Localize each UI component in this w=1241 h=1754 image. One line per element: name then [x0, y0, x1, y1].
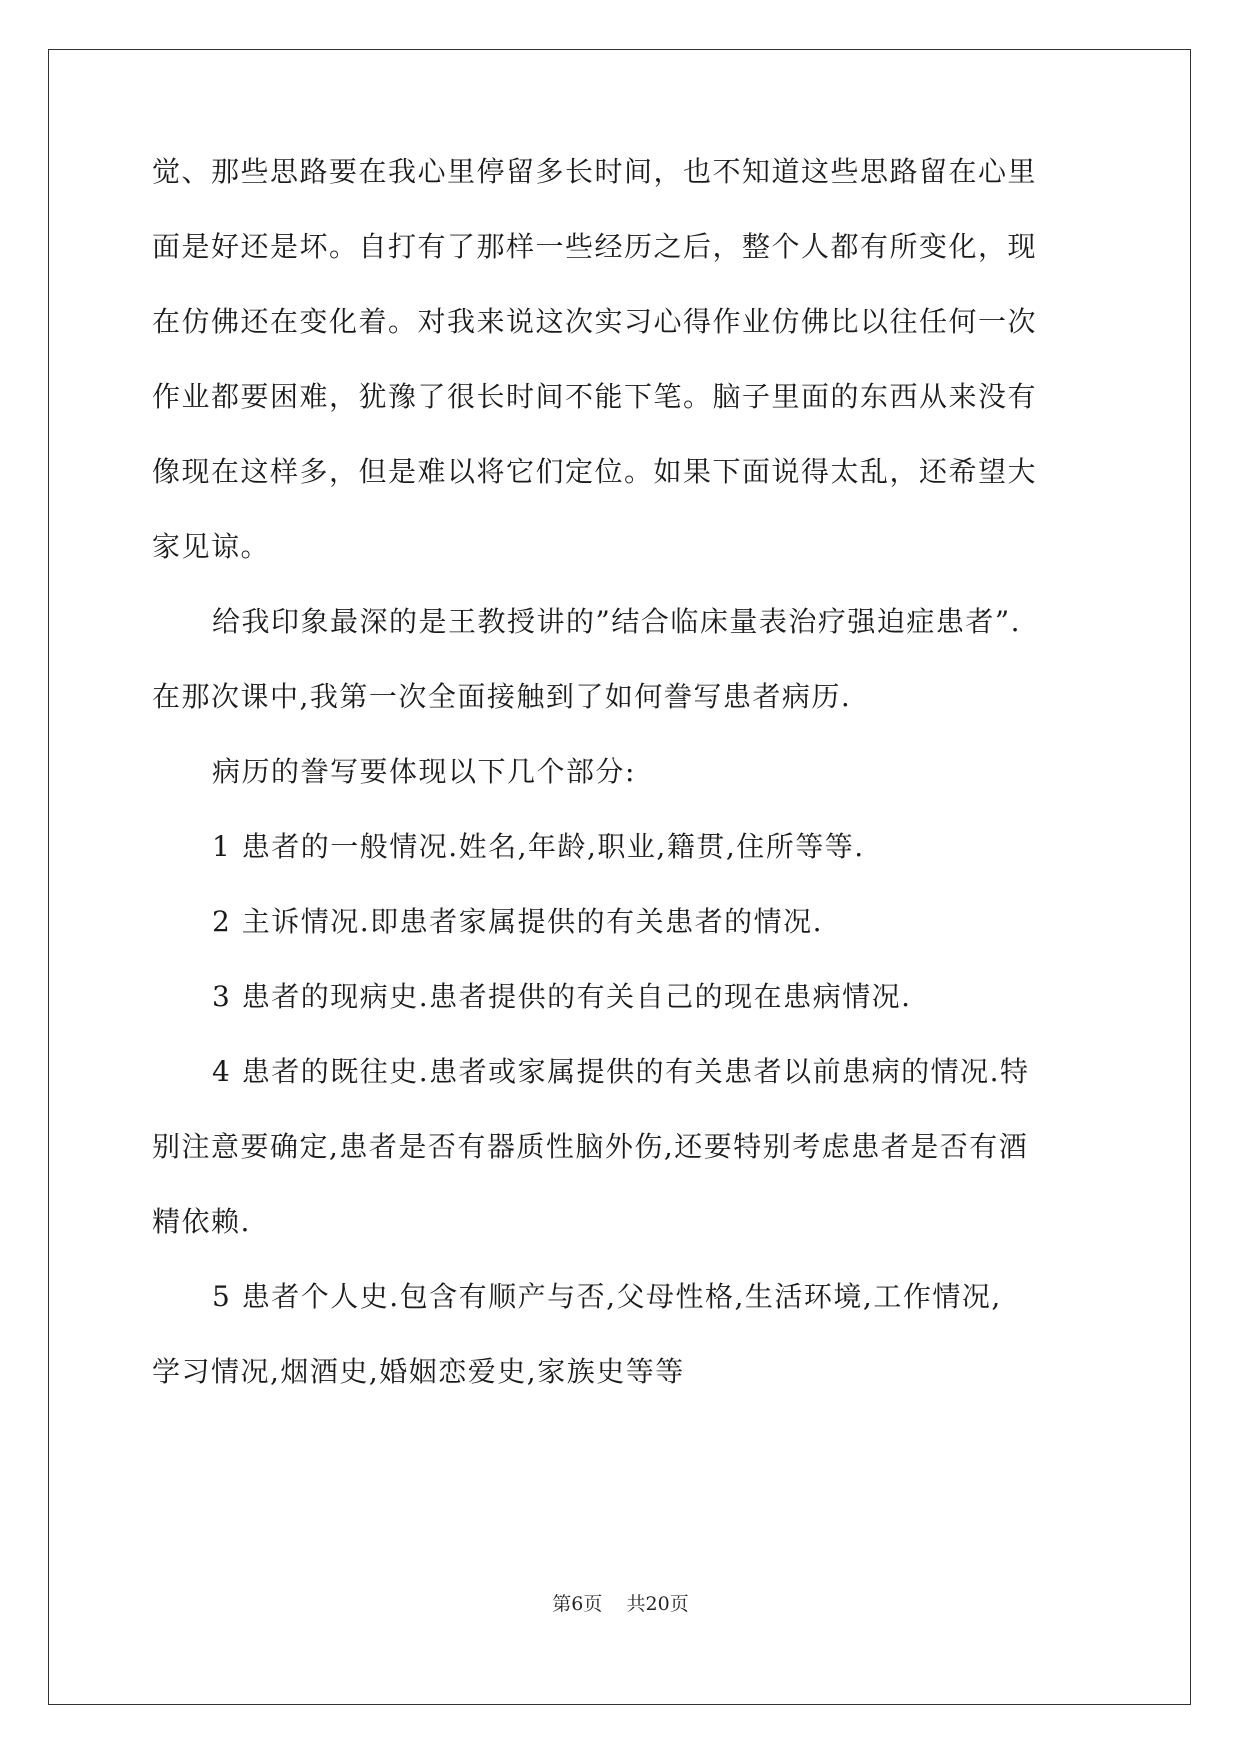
page-footer: [0, 1592, 1241, 1616]
page-number: 第6页: [552, 1593, 603, 1615]
paragraph-line: 觉、那些思路要在我心里停留多长时间，也不知道这些思路留在心里: [152, 155, 1038, 188]
paragraph-line: 在仿佛还在变化着。对我来说这次实习心得作业仿佛比以往任何一次: [152, 305, 1038, 338]
paragraph-line: 像现在这样多，但是难以将它们定位。如果下面说得太乱，还希望大: [152, 455, 1038, 488]
list-item: 2 主诉情况.即患者家属提供的有关患者的情况.: [212, 905, 824, 938]
paragraph-line: 在那次课中,我第一次全面接触到了如何誊写患者病历.: [152, 680, 852, 713]
list-item-continuation: 精依赖.: [152, 1205, 251, 1238]
list-item-continuation: 学习情况,烟酒史,婚姻恋爱史,家族史等等: [152, 1355, 685, 1388]
page-total: 共20页: [626, 1593, 689, 1615]
list-item: 4 患者的既往史.患者或家属提供的有关患者以前患病的情况.特: [212, 1055, 1030, 1088]
paragraph-line: 给我印象最深的是王教授讲的”结合临床量表治疗强迫症患者”.: [212, 605, 1022, 638]
list-item: 3 患者的现病史.患者提供的有关自己的现在患病情况.: [212, 980, 912, 1013]
paragraph-line: 作业都要困难，犹豫了很长时间不能下笔。脑子里面的东西从来没有: [152, 380, 1038, 413]
list-item: 1 患者的一般情况.姓名,年龄,职业,籍贯,住所等等.: [212, 830, 865, 863]
paragraph-line: 病历的誊写要体现以下几个部分:: [212, 755, 636, 788]
page-border: [48, 49, 1191, 1705]
paragraph-line: 面是好还是坏。自打有了那样一些经历之后，整个人都有所变化，现: [152, 230, 1038, 263]
list-item: 5 患者个人史.包含有顺产与否,父母性格,生活环境,工作情况,: [212, 1280, 1002, 1313]
paragraph-line: 家见谅。: [152, 530, 271, 563]
list-item-continuation: 别注意要确定,患者是否有器质性脑外伤,还要特别考虑患者是否有酒: [152, 1130, 1029, 1163]
